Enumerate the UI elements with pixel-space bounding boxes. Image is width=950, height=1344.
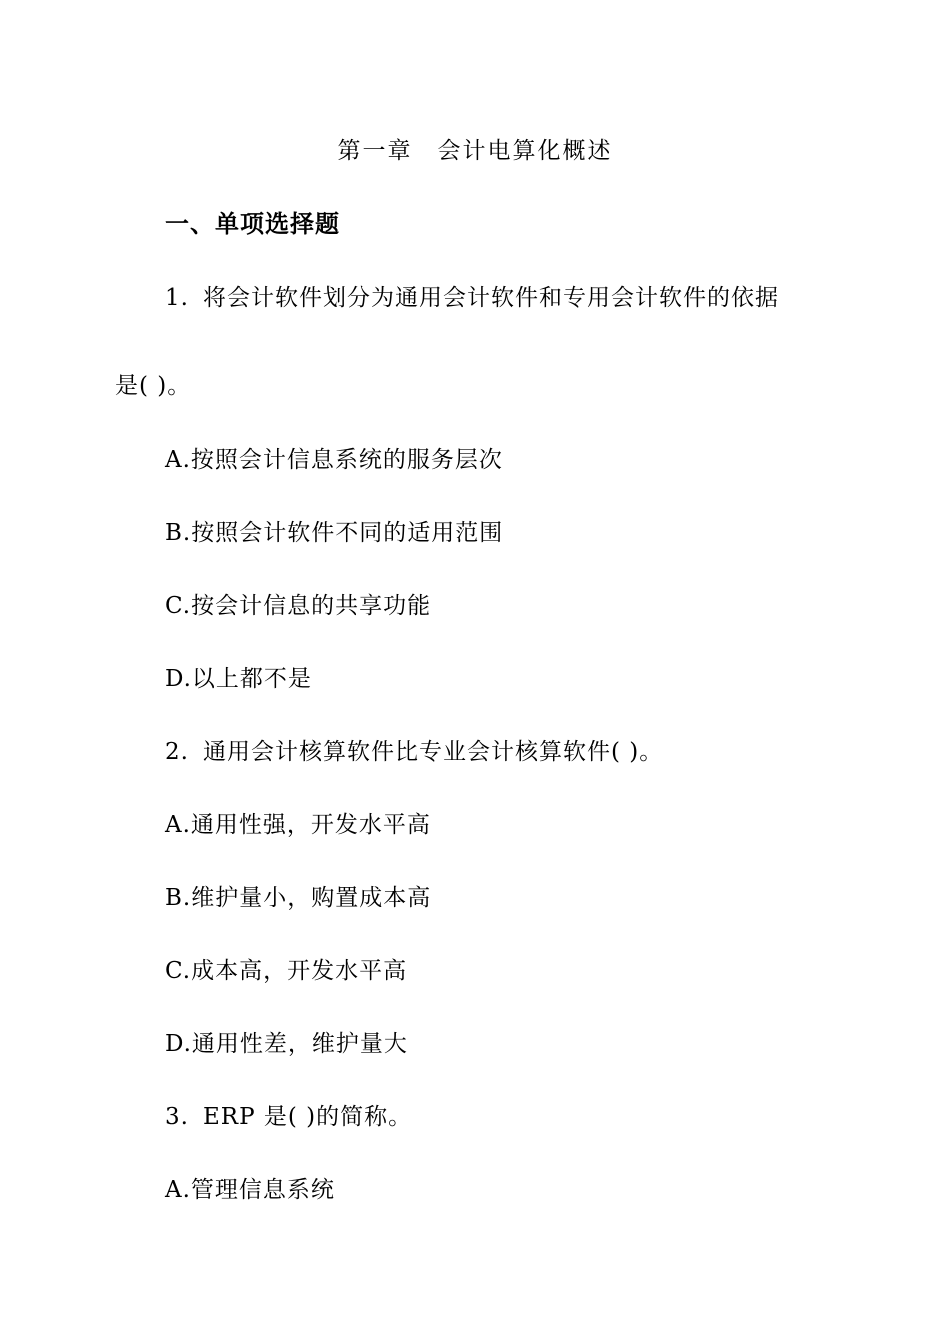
question-1-stem-continuation: 是( )。 [115, 373, 192, 399]
question-text: 将会计软件划分为通用会计软件和专用会计软件的依据 [203, 285, 779, 311]
question-3-option-a: A.管理信息系统 [165, 1177, 335, 1203]
question-1-stem [165, 282, 779, 314]
question-1-option-b: B.按照会计软件不同的适用范围 [165, 520, 504, 546]
question-3-stem [165, 1101, 412, 1133]
question-2-stem [165, 736, 663, 768]
question-text: 通用会计核算软件比专业会计核算软件( )。 [203, 739, 664, 765]
question-1-option-c: C.按会计信息的共享功能 [165, 593, 432, 619]
question-number: 1. [165, 285, 189, 311]
question-2-option-b: B.维护量小，购置成本高 [165, 885, 432, 911]
question-1-option-a: A.按照会计信息系统的服务层次 [165, 447, 503, 473]
question-2-option-c: C.成本高，开发水平高 [165, 958, 408, 984]
section-heading: 一、单项选择题 [165, 210, 340, 238]
question-1-option-d: D.以上都不是 [165, 666, 312, 692]
question-2-option-d: D.通用性差，维护量大 [165, 1031, 408, 1057]
chapter-title: 第一章 会计电算化概述 [337, 138, 613, 164]
question-number: 3. [165, 1104, 189, 1130]
question-2-option-a: A.通用性强，开发水平高 [165, 812, 431, 838]
question-number: 2. [165, 739, 189, 765]
question-text: ERP 是( )的简称。 [203, 1104, 413, 1130]
